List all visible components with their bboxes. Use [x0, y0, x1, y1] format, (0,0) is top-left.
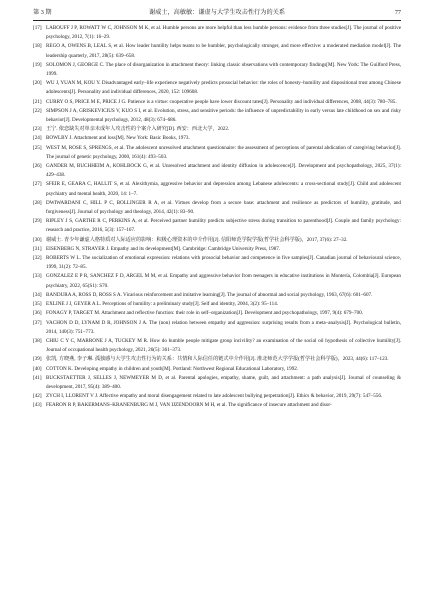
running-title: 谢威士，高敏敏：谦虚与大学生攻击性行为的关系 [148, 9, 286, 16]
reference-text: LABOUFF J P, ROWATT W C, JOHNSON M K, et al. Humble persons are more helpful than less humble persons: evidence from three studies[J]. The journal of positive psychology, 2012, 7(1): 16–29. [46, 25, 401, 41]
reference-text: ROBERTS W L. The socialization of emotional expression: relations with prosocial behavior and competence in five samples[J]. Canadian journal of behavioural science, 1999, 31(2): 72–85. [46, 255, 401, 271]
reference-number: [18] [33, 43, 42, 50]
reference-number: [36] [33, 310, 42, 317]
reference-number: [35] [33, 301, 42, 308]
reference-number: [41] [33, 374, 42, 381]
reference-list [33, 24, 401, 411]
reference-text: BOWLBY J. Attachment and loss[M]. New York: Basic Books, 1973. [46, 135, 190, 142]
reference-text: BUCKSTAETTER J, SELLES J, NEWMEYER M D, et al. Parental apologies, empathy, shame, guilt, and attachment: a path analysis[J]. Journal of counseling & development, 2017, 95(4): 389–400. [46, 374, 401, 390]
reference-number: [30] [33, 236, 42, 243]
issue-number: 第 3 期 [33, 9, 52, 16]
reference-number: [28] [33, 199, 42, 206]
reference-number: [25] [33, 144, 42, 151]
reference-text: RIPLEY J S, GARTHE R C, PERKINS A, et al. Perceived partner humility predicts subjective stress during transition to parenthood[J]. Couple and family psychology: research and practice, 2016, 5(3): 157–167. [46, 218, 401, 234]
reference-text: EISENBERG N, STRAYER J. Empathy and its development[M]. Cambridge: Cambridge University Press, 1987. [46, 245, 281, 252]
reference-number: [33] [33, 273, 42, 280]
reference-number: [17] [33, 25, 42, 31]
reference-entry [33, 319, 401, 337]
reference-text: VACHON D D, LYNAM D R, JOHNSON J A. The (non) relation between empathy and aggression: surprising results from a meta–analysis[J]. Psychological bulletin, 2014, 140(3): 751–773. [46, 319, 401, 335]
reference-text: FEARON R P, BAKERMANS–KRANENBURG M J, VAN IJZENDOORN M H, et al. The significance of insecure attachment and disor- [46, 402, 332, 409]
reference-text: GANDER M, BUCHHEIM A, KOHLBOCK G, et al. Unresolved attachment and identity diffusion in adolescence[J]. Development and psychopathology, 2025, 37(1): 429–438. [46, 163, 401, 179]
reference-entry [33, 337, 401, 355]
reference-entry [33, 374, 401, 392]
reference-number: [40] [33, 365, 42, 372]
reference-text: WU J, YUAN M, KOU Y. Disadvantaged early–life experience negatively predicts prosocial behavior: the roles of honesty–humility and dispositional trust among Chinese adolescents[J]. Personality and individual differences, 2020, 152: 109608. [46, 80, 401, 96]
reference-entry [33, 180, 401, 198]
reference-entry [33, 162, 401, 180]
reference-entry [33, 107, 401, 125]
reference-number: [42] [33, 393, 42, 400]
reference-entry [33, 125, 401, 134]
reference-number: [24] [33, 135, 42, 142]
reference-entry [33, 61, 401, 79]
reference-entry [33, 300, 401, 309]
reference-number: [22] [33, 107, 42, 114]
reference-text: BANDURA A, ROSS D, ROSS S A. Vicarious reinforcement and imitative learning[J]. The journal of abnormal and social psychology, 1963, 67(6): 601–607. [46, 291, 373, 298]
reference-text: REGO A, OWENS B, LEAL S, et al. How leader humility helps teams to be humbler, psychologically stronger, and more effective: a moderated mediation model[J]. The leadership quarterly, 2017, 28(5): 639–658. [46, 43, 401, 59]
reference-number: [27] [33, 181, 42, 188]
reference-text: CHIU C Y C, MARRONE J A, TUCKEY M R. How do humble people mitigate group incivility? an examination of the social oil hypothesis of collective humility[J]. Journal of occupational health psychology, 2021, 26(5): 361–373. [46, 337, 401, 354]
reference-text: 张凯, 方晓燕, 李子琳. 孤独感与大学生攻击性行为的关系：共情和人际信任的链式中介作用[J]. 淮北师范大学学报(哲学社会科学版)，2023, 44(6): 117–123. [46, 356, 389, 363]
reference-text: 谢威士. 青少年谦虚人格特质对人际适应的影响：积极心理资本的中介作用[J]. 信阳师范学院学报(哲学社会科学版)，2017, 37(6): 27–32. [46, 236, 348, 243]
reference-entry [33, 392, 401, 401]
reference-text: SIMPSON J A, GRISKEVICIUS V, KUO S I, et al. Evolution, stress, and sensitive periods: the influence of unpredictability in early versus late childhood on sex and risky behavior[J]. Developmental psychology, 2012, 48(3): 674–686. [46, 107, 401, 124]
reference-entry [33, 245, 401, 254]
reference-entry [33, 42, 401, 60]
reference-number: [31] [33, 245, 42, 252]
reference-entry [33, 254, 401, 272]
reference-entry [33, 79, 401, 97]
reference-number: [34] [33, 291, 42, 298]
reference-number: [21] [33, 98, 42, 105]
reference-text: GONZALEZ E P R, SANCHEZ F D, ARGEL M M, et al. Empathy and aggressive behavior from teenagers in educative institutions in Montería, Colombia[J]. European psychiatry, 2022, 65(S1): S70. [46, 273, 401, 289]
reference-entry [33, 144, 401, 162]
reference-number: [43] [33, 402, 42, 409]
reference-text: COTTON K. Developing empathy in children and youth[M]. Portland: Northwest Regional Educational Laboratory, 1992. [46, 365, 299, 372]
reference-text: SOLOMON J, GEORGE C. The place of disorganization in attachment theory: linking classic observations with contemporary findings[M]. New York: The Guilford Press, 1999. [46, 61, 401, 78]
reference-text: CURRY O S, PRICE M E, PRICE J G. Patience is a virtue: cooperative people have lower discount rates[J]. Personality and individual differences, 2008, 44(3): 780–785. [46, 98, 397, 105]
reference-entry [33, 24, 401, 42]
reference-number: [23] [33, 126, 42, 133]
reference-text: DWIWARDANI C, HILL P C, BOLLINGER R A, et al. Virtues develop from a secure base: attachment and resilience as predictors of humility, gratitude, and forgiveness[J]. Journal of psychology and theology, 2014, 42(1): 83–90. [46, 199, 401, 216]
reference-number: [39] [33, 356, 42, 363]
reference-text: ZYCH I, LLORENT V J. Affective empathy and moral disengagement related to late adolescent bullying perpetration[J]. Ethics & behavior, 2019, 29(7): 547–556. [46, 393, 383, 400]
reference-text: WEST M, ROSE S, SPRENGS, et al. The adolescent unresolved attachment questionnaire: the assessment of perceptions of parental abdication of caregiving behavior[J]. The journal of genetic psychology, 2000, 161(4): 493–503. [46, 144, 401, 160]
reference-number: [20] [33, 80, 42, 87]
header-divider [33, 20, 401, 21]
reference-entry [33, 355, 401, 364]
reference-entry [33, 134, 401, 143]
reference-text: 王宁. 依恋缺失对单亲未成年人攻击性的个案介入研究[D]. 西安：西北大学，2022. [46, 126, 230, 133]
page-header [33, 6, 401, 20]
page-number: 77 [394, 9, 401, 16]
reference-number: [32] [33, 255, 42, 262]
reference-number: [37] [33, 319, 42, 326]
reference-number: [26] [33, 163, 42, 170]
reference-text: EXLINE J J, GEYER A L. Perceptions of humility: a preliminary study[J]. Self and identity, 2004, 3(2): 95–114. [46, 301, 279, 308]
reference-number: [38] [33, 337, 42, 344]
reference-text: SFEIR E, GEARA C, HALLIT S, et al. Alexithymia, aggressive behavior and depression among Lebanese adolescents: a cross-sectional study[J]. Child and adolescent psychiatry and mental health, 2020, 14: 1–7. [46, 181, 401, 197]
reference-entry [33, 272, 401, 290]
reference-entry [33, 98, 401, 107]
reference-entry [33, 236, 401, 245]
reference-number: [19] [33, 61, 42, 68]
reference-entry [33, 217, 401, 235]
reference-text: FONAGY P, TARGET M. Attachment and reflective function: their role in self–organization[J]. Development and psychopathology, 1997, 9(4): 679–700. [46, 310, 364, 317]
reference-entry [33, 199, 401, 217]
reference-entry [33, 291, 401, 300]
reference-number: [29] [33, 218, 42, 225]
reference-entry [33, 401, 401, 410]
reference-entry [33, 365, 401, 374]
reference-entry [33, 309, 401, 318]
